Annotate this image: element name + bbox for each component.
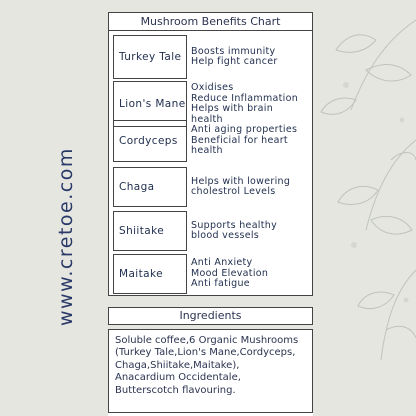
mushroom-name: Maitake [113,254,187,294]
benefit-line: Boosts immunity [191,45,276,57]
ingredients-list [108,329,313,413]
mushroom-benefits [191,254,310,294]
benefit-line: health [191,145,223,157]
chart-row-turkey-tale [113,35,310,79]
mushroom-name: Lion's Mane [113,81,187,127]
mushroom-name: Shiitake [113,211,187,251]
benefit-line: blood vessels [191,230,260,241]
benefit-line: health [191,113,223,125]
benefit-line: Anti Anxiety [191,257,253,269]
chart-row-chaga [113,167,310,207]
benefit-line: Anti aging properties [191,124,298,136]
chart-title: Mushroom Benefits Chart [109,13,312,31]
benefit-line: Mood Elevation [191,267,269,279]
website-url: www.cretoe.com [55,147,77,326]
benefit-line: Anti fatigue [191,278,250,290]
chart-row-cordyceps [113,120,310,162]
ingredients-line: Soluble coffee,6 Organic Mushrooms [115,335,299,346]
ingredients-line: Butterscotch flavouring. [115,384,236,396]
mushroom-name: Chaga [113,167,187,207]
ingredients-title: Ingredients [108,307,313,325]
benefit-line: Supports healthy [191,219,278,231]
benefit-line: cholestrol Levels [191,186,276,197]
benefit-line: Helps with lowering [191,175,291,187]
leaf-pattern-decoration [306,0,416,416]
mushroom-benefits [191,211,310,251]
mushroom-benefits-chart [108,12,313,296]
benefit-line: Helps with brain [191,103,274,114]
ingredients-line: Anacardium Occidentale, [115,372,241,384]
benefit-line: Oxidises [191,82,234,93]
chart-row-maitake [113,254,310,294]
benefit-line: Help fight cancer [191,56,278,67]
mushroom-name: Turkey Tale [113,35,187,79]
mushroom-name: Cordyceps [113,120,187,162]
chart-row-shiitake [113,211,310,251]
mushroom-benefits [191,35,310,79]
benefit-line: Reduce Inflammation [191,92,299,104]
ingredients-line: Chaga,Shiitake,Maitake), [115,359,240,371]
mushroom-benefits [191,167,310,207]
mushroom-benefits [191,120,310,162]
next-panel-edge [108,412,313,416]
benefit-line: Beneficial for heart [191,134,288,146]
ingredients-line: (Turkey Tale,Lion's Mane,Cordyceps, [115,347,296,359]
